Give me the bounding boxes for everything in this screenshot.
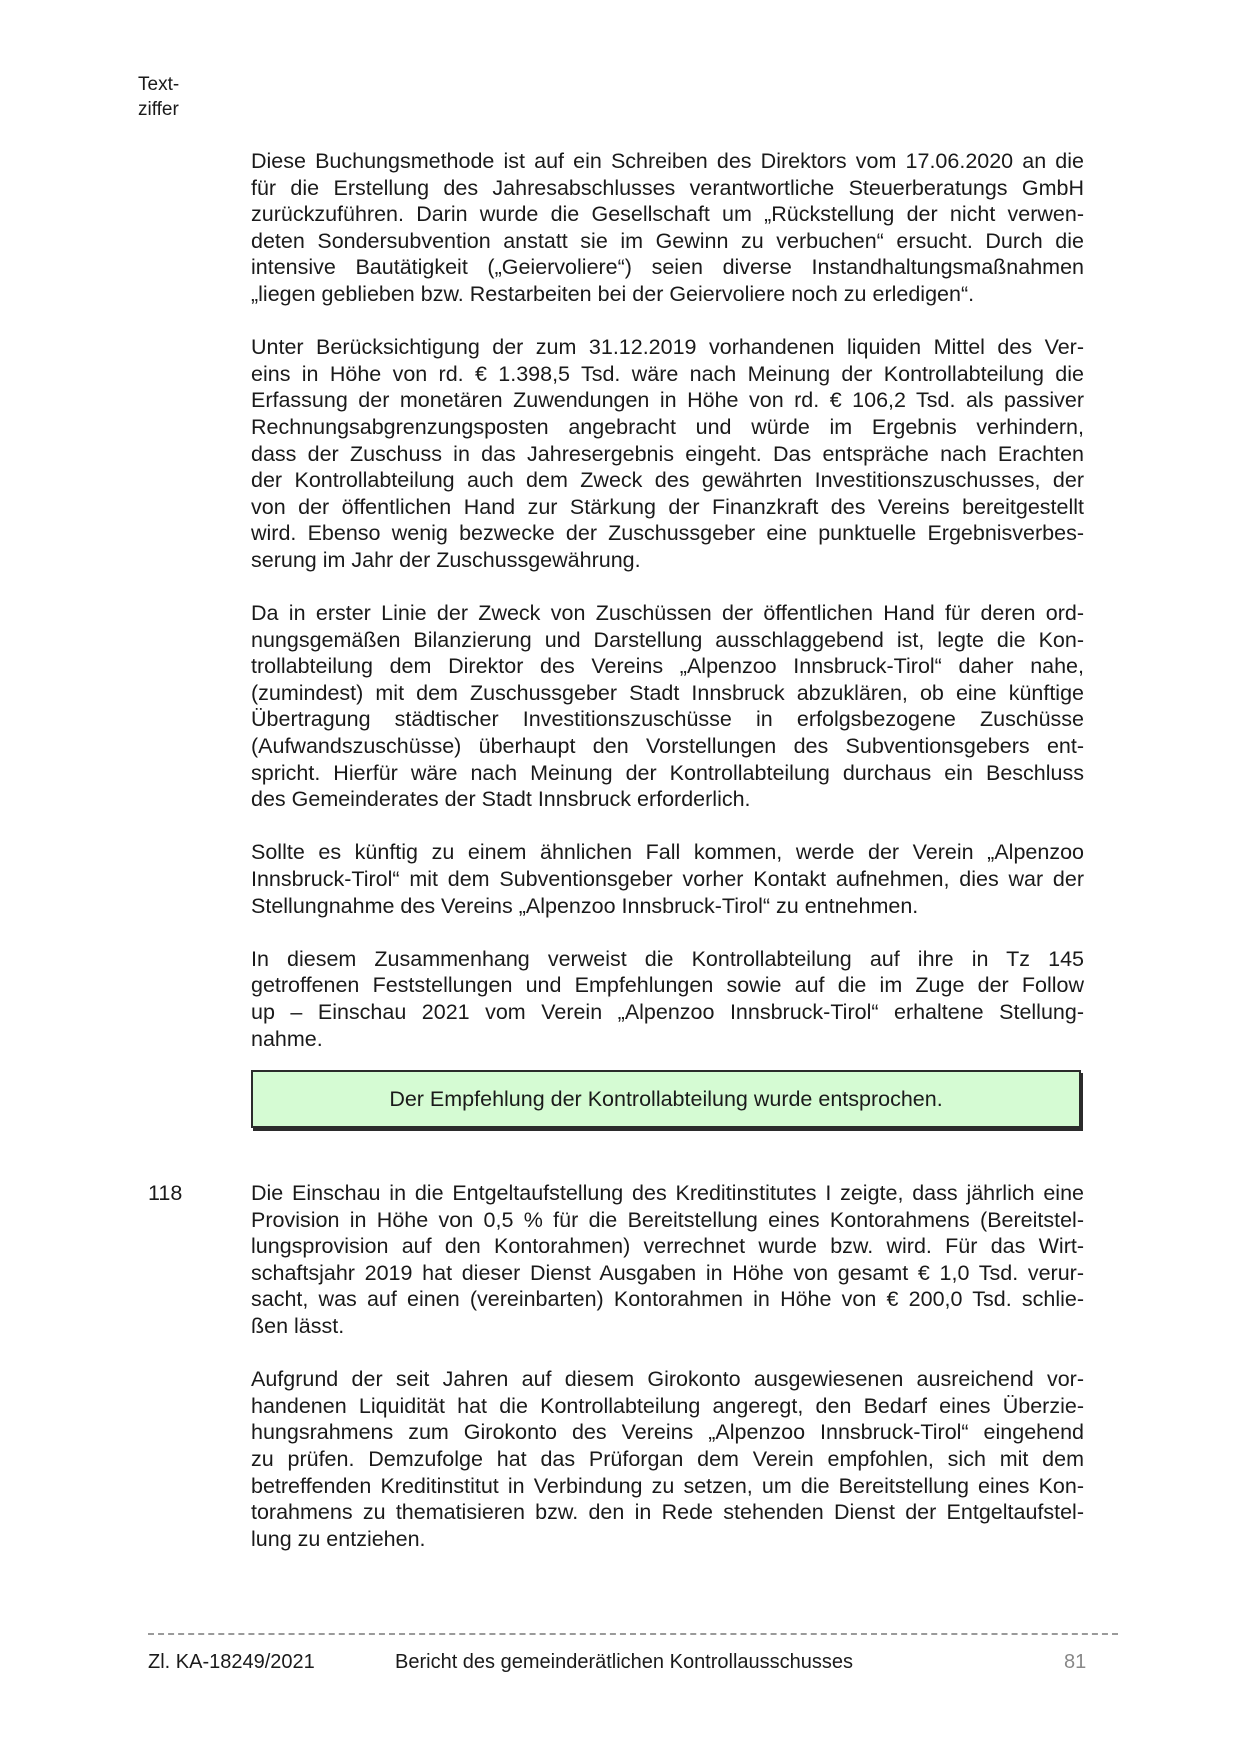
text-line: Unter Berücksichtigung der zum 31.12.2019 vorhandenen liquiden Mittel des Ver- bbox=[251, 335, 1084, 360]
paragraph-5 bbox=[251, 946, 1084, 1052]
text-line: handenen Liquidität hat die Kontrollabteilung angeregt, den Bedarf eines Überzie- bbox=[251, 1393, 1084, 1418]
text-line: Rechnungsabgrenzungsposten angebracht und würde im Ergebnis verhindern, bbox=[251, 414, 1084, 439]
text-line: Diese Buchungsmethode ist auf ein Schreiben des Direktors vom 17.06.2020 an die bbox=[251, 149, 1084, 173]
footer-reference: Zl. KA-18249/2021 bbox=[148, 1651, 315, 1673]
text-line: betreffenden Kreditinstitut in Verbindung zu setzen, um die Bereitstellung eines Kon- bbox=[251, 1473, 1084, 1498]
margin-label-textziffer bbox=[138, 72, 179, 122]
text-line: des Gemeinderates der Stadt Innsbruck erforderlich. bbox=[251, 787, 751, 812]
text-line: getroffenen Feststellungen und Empfehlungen sowie auf die im Zuge der Follow bbox=[251, 973, 1084, 998]
text-line: intensive Bautätigkeit („Geiervoliere“) seien diverse Instandhaltungsmaßnahmen bbox=[251, 255, 1084, 280]
text-line: Da in erster Linie der Zweck von Zuschüssen der öffentlichen Hand für deren ord- bbox=[251, 601, 1084, 626]
text-line: sacht, was auf einen (vereinbarten) Kontorahmen in Höhe von € 200,0 Tsd. schlie- bbox=[251, 1287, 1084, 1312]
paragraph-4 bbox=[251, 839, 1084, 919]
paragraph-118-2 bbox=[251, 1366, 1084, 1552]
text-line: Innsbruck-Tirol“ mit dem Subventionsgeber vorher Kontakt aufnehmen, dies war der bbox=[251, 867, 1084, 892]
textziffer-number: 118 bbox=[148, 1181, 183, 1205]
page-number: 81 bbox=[1064, 1651, 1087, 1673]
text-line: Übertragung städtischer Investitionszuschüsse in erfolgsbezogene Zuschüsse bbox=[251, 707, 1084, 732]
text-line: nahme. bbox=[251, 1026, 323, 1051]
recommendation-notice-box bbox=[251, 1070, 1081, 1128]
footer-report-title: Bericht des gemeinderätlichen Kontrollausschusses bbox=[395, 1651, 854, 1673]
margin-label-line2: ziffer bbox=[138, 99, 179, 120]
text-line: spricht. Hierfür wäre nach Meinung der Kontrollabteilung durchaus ein Beschluss bbox=[251, 760, 1084, 785]
text-line: Erfassung der monetären Zuwendungen in Höhe von rd. € 106,2 Tsd. als passiver bbox=[251, 388, 1084, 413]
text-line: torahmens zu thematisieren bzw. den in Rede stehenden Dienst der Entgeltaufstel- bbox=[251, 1500, 1084, 1525]
text-line: schaftsjahr 2019 hat dieser Dienst Ausgaben in Höhe von gesamt € 1,0 Tsd. verur- bbox=[251, 1260, 1084, 1285]
text-line: up – Einschau 2021 vom Verein „Alpenzoo Innsbruck-Tirol“ erhaltene Stellung- bbox=[251, 1000, 1084, 1024]
text-line: Stellungnahme des Vereins „Alpenzoo Innsbruck-Tirol“ zu entnehmen. bbox=[251, 893, 919, 918]
paragraph-2 bbox=[251, 334, 1084, 573]
text-line: von der öffentlichen Hand zur Stärkung der Finanzkraft des Vereins bereitgestellt bbox=[251, 494, 1084, 519]
text-line: dass der Zuschuss in das Jahresergebnis eingeht. Das entspräche nach Erachten bbox=[251, 441, 1084, 466]
notice-text: Der Empfehlung der Kontrollabteilung wurde entsprochen. bbox=[389, 1086, 943, 1111]
text-line: für die Erstellung des Jahresabschlusses verantwortliche Steuerberatungs GmbH bbox=[251, 175, 1084, 200]
text-line: serung im Jahr der Zuschussgewährung. bbox=[251, 547, 641, 572]
text-line: Sollte es künftig zu einem ähnlichen Fall kommen, werde der Verein „Alpenzoo bbox=[251, 840, 1084, 865]
text-line: hungsrahmens zum Girokonto des Vereins „Alpenzoo Innsbruck-Tirol“ eingehend bbox=[251, 1420, 1084, 1445]
margin-label-line1: Text- bbox=[138, 74, 180, 95]
text-line: der Kontrollabteilung auch dem Zweck des gewährten Investitionszuschusses, der bbox=[251, 468, 1084, 493]
text-line: (zumindest) mit dem Zuschussgeber Stadt Innsbruck abzuklären, ob eine künftige bbox=[251, 680, 1084, 705]
text-line: nungsgemäßen Bilanzierung und Darstellung ausschlaggebend ist, legte die Kon- bbox=[251, 627, 1084, 652]
text-line: Die Einschau in die Entgeltaufstellung des Kreditinstitutes I zeigte, dass jährlich eine bbox=[251, 1181, 1084, 1205]
text-line: „liegen geblieben bzw. Restarbeiten bei der Geiervoliere noch zu erledigen“. bbox=[251, 281, 975, 306]
text-line: deten Sondersubvention anstatt sie im Gewinn zu verbuchen“ ersucht. Durch die bbox=[251, 228, 1084, 253]
paragraph-3 bbox=[251, 600, 1084, 813]
text-line: Provision in Höhe von 0,5 % für die Bereitstellung eines Kontorahmens (Bereitstel- bbox=[251, 1207, 1084, 1232]
text-line: trollabteilung dem Direktor des Vereins „Alpenzoo Innsbruck-Tirol“ daher nahe, bbox=[251, 654, 1084, 679]
text-line: wird. Ebenso wenig bezwecke der Zuschussgeber eine punktuelle Ergebnisverbes- bbox=[251, 521, 1084, 546]
paragraph-118-1 bbox=[251, 1180, 1084, 1340]
text-line: ßen lässt. bbox=[251, 1313, 345, 1338]
text-line: (Aufwandszuschüsse) überhaupt den Vorstellungen des Subventionsgebers ent- bbox=[251, 734, 1084, 759]
footer-divider bbox=[148, 1633, 1118, 1635]
text-line: zurückzuführen. Darin wurde die Gesellschaft um „Rückstellung der nicht verwen- bbox=[251, 202, 1084, 227]
text-line: Aufgrund der seit Jahren auf diesem Girokonto ausgewiesenen ausreichend vor- bbox=[251, 1367, 1084, 1392]
paragraph-1 bbox=[251, 148, 1084, 308]
text-line: In diesem Zusammenhang verweist die Kontrollabteilung auf ihre in Tz 145 bbox=[251, 946, 1084, 971]
text-line: zu prüfen. Demzufolge hat das Prüforgan dem Verein empfohlen, sich mit dem bbox=[251, 1446, 1084, 1471]
text-line: lungsprovision auf den Kontorahmen) verrechnet wurde bzw. wird. Für das Wirt- bbox=[251, 1234, 1084, 1259]
paragraph-block-top bbox=[251, 148, 1084, 1052]
text-line: eins in Höhe von rd. € 1.398,5 Tsd. wäre nach Meinung der Kontrollabteilung die bbox=[251, 361, 1084, 386]
text-line: lung zu entziehen. bbox=[251, 1526, 426, 1551]
paragraph-block-118 bbox=[251, 1180, 1084, 1552]
